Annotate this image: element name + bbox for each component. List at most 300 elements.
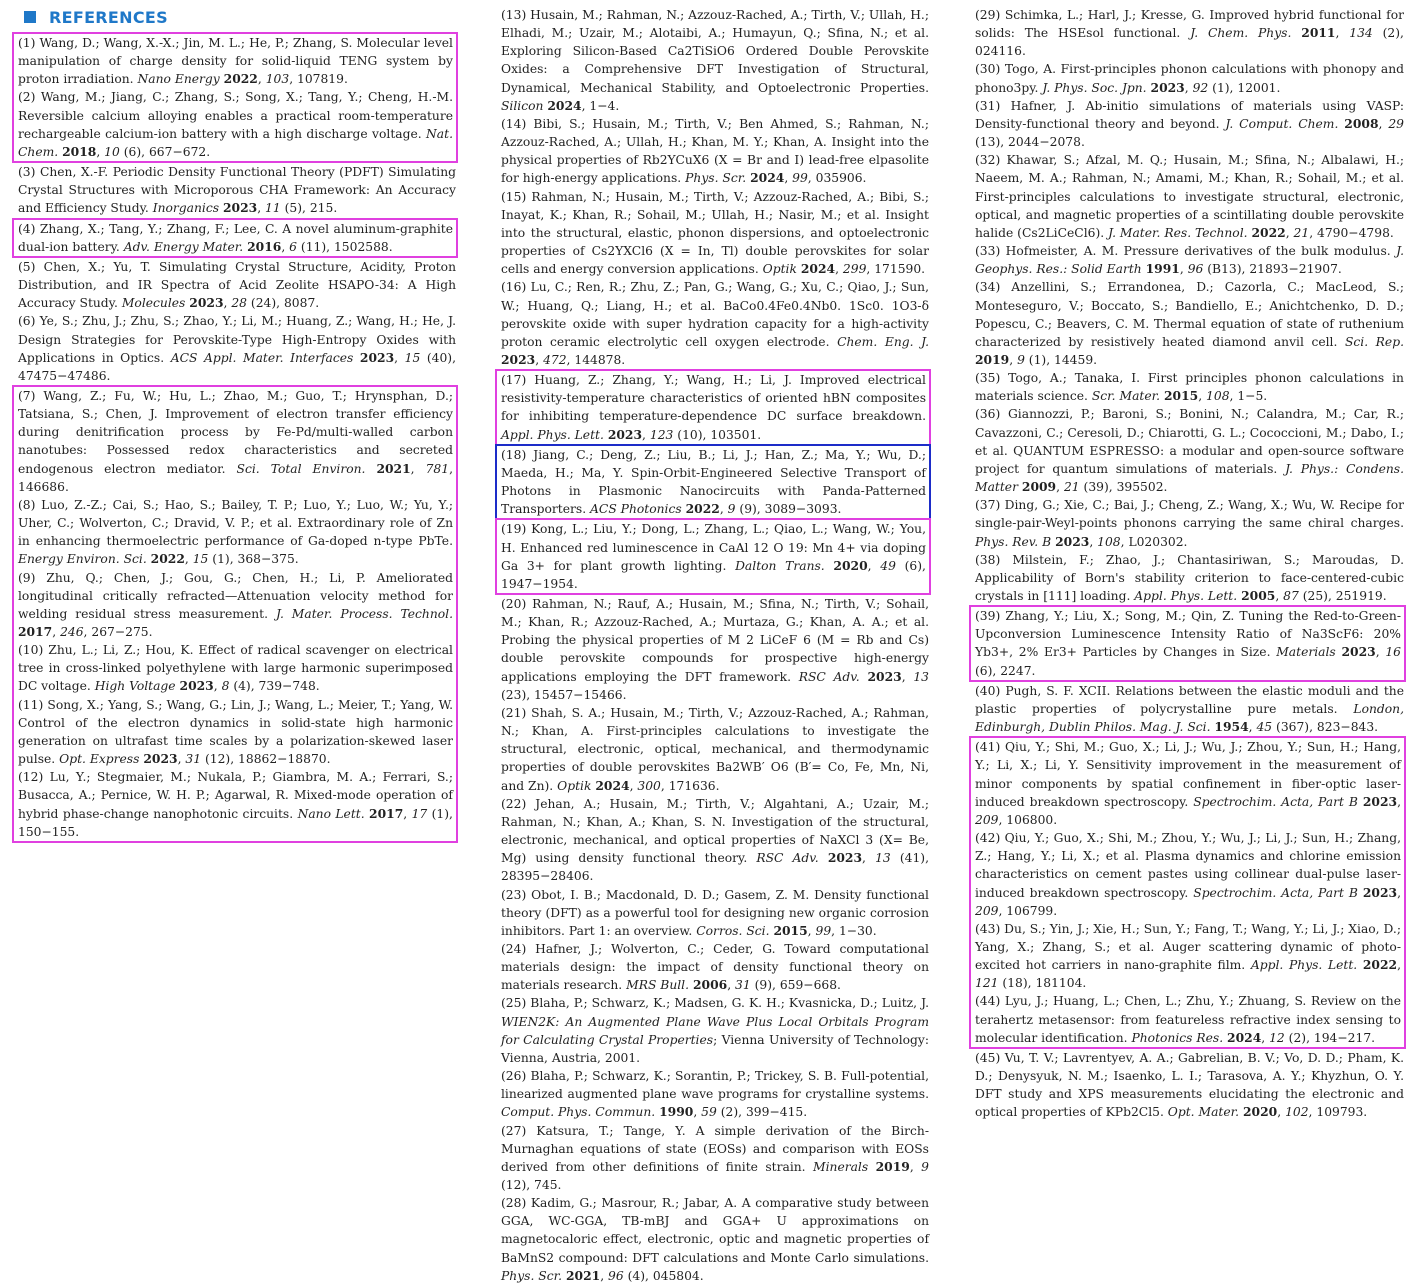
ref-number: (17) xyxy=(501,373,527,388)
reference-entry: (18) Jiang, C.; Deng, Z.; Liu, B.; Li, J.; Han, Z.; Ma, Y.; Wu, D.; Maeda, H.; Ma, Y. Spin-Orbit-Engineered Selective Transport of Photons in Plasmonic Nanocircuits with Panda-Patterned Transporters. ACS Photonics 2022, 9 (9), 3089−3093. xyxy=(501,447,926,517)
ref-year: 1954 xyxy=(1214,719,1249,735)
ref-number: (11) xyxy=(18,697,44,712)
ref-number: (33) xyxy=(975,244,1001,259)
highlight-box[interactable] xyxy=(969,736,1406,1049)
ref-year: 2017 xyxy=(18,624,53,639)
ref-number: (7) xyxy=(18,388,36,403)
ref-journal: Optik xyxy=(762,262,797,277)
highlight-box[interactable] xyxy=(12,32,458,163)
section-marker-icon xyxy=(24,11,36,23)
ref-pages: (5), 215. xyxy=(280,201,338,216)
ref-number: (36) xyxy=(975,407,1001,422)
ref-text: Rahman, N.; Husain, M.; Tirth, V.; Azzouz-Rached, A.; Bibi, S.; Inayat, K.; Khan, R.; Sohail, M.; Ullah, H.; Nasir, M.; et al. Insight into the structural, elastic, phonon dispersions, and optoelectronic properties of Cs2YXCl6 (X = In, Tl) double perovskites for solar cells and energy conversion applications. xyxy=(501,189,929,277)
ref-year: 2011 xyxy=(1301,25,1336,41)
ref-volume: 28 xyxy=(231,296,248,311)
ref-number: (44) xyxy=(975,994,1001,1009)
ref-volume: 96 xyxy=(608,1268,624,1283)
ref-journal: Materials xyxy=(1276,645,1336,660)
ref-volume: 31 xyxy=(185,752,202,767)
ref-number: (16) xyxy=(501,280,527,295)
ref-text: Kong, L.; Liu, Y.; Dong, L.; Zhang, L.; Qiao, L.; Wang, W.; You, H. Enhanced red luminescence in CaAl 12 O 19: Mn 4+ via doping Ga 3+ for plant growth lighting. xyxy=(501,522,926,573)
ref-number: (4) xyxy=(18,221,36,236)
ref-year: 2006 xyxy=(692,977,728,993)
ref-journal: Opt. Mater. xyxy=(1167,1105,1240,1120)
reference-entry: (28) Kadim, G.; Masrour, R.; Jabar, A. A comparative study between GGA, WC-GGA, TB-mBJ and GGA+ U approximations on magnetocaloric effect, electronic, optic and magnetic properties of BaMnS2 compound: DFT calculations and Monte Carlo simulations. Phys. Scr. 2021, 96 (4), 045804. xyxy=(501,1196,929,1283)
ref-text: Zhu, Q.; Chen, J.; Gou, G.; Chen, H.; Li, P. Ameliorated longitudinal critically refracted—Attenuation velocity method for welding residual stress measurement. xyxy=(18,570,453,621)
reference-entry: (29) Schimka, L.; Harl, J.; Kresse, G. Improved hybrid functional for solids: The HSEsol functional. J. Chem. Phys. 2011, 134 (2), 024116. xyxy=(975,8,1404,59)
ref-text: Ding, G.; Xie, C.; Bai, J.; Cheng, Z.; Wang, X.; Wu, W. Recipe for single-pair-Weyl-points phonons carrying the same chiral charges. xyxy=(975,498,1404,531)
ref-volume: 99 xyxy=(815,923,832,938)
ref-journal: Minerals xyxy=(813,1159,869,1174)
ref-number: (34) xyxy=(975,280,1001,295)
ref-number: (38) xyxy=(975,552,1001,567)
reference-entry: (4) Zhang, X.; Tang, Y.; Zhang, F.; Lee, C. A novel aluminum-graphite dual-ion battery. Adv. Energy Mater. 2016, 6 (11), 1502588. xyxy=(18,221,453,254)
ref-pages: , 1−30. xyxy=(831,923,877,938)
reference-entry: (45) Vu, T. V.; Lavrentyev, A. A.; Gabrelian, B. V.; Vo, D. D.; Pham, K. D.; Denysyuk, N. M.; Isaenko, L. I.; Tarasova, A. Y.; Khyzhun, O. Y. DFT study and XPS measurements elucidating the electronic and optical properties of KPb2Cl5. Opt. Mater. 2020, 102, 109793. xyxy=(975,1050,1404,1120)
ref-pages: , 109793. xyxy=(1308,1105,1368,1120)
ref-volume: 108 xyxy=(1206,389,1230,404)
ref-year: 2024 xyxy=(595,777,630,793)
ref-number: (24) xyxy=(501,941,527,956)
ref-year: 1990 xyxy=(659,1104,694,1120)
ref-text: Wang, D.; Wang, X.-X.; Jin, M. L.; He, P.; Zhang, S. Molecular level manipulation of charge density for solid-liquid TENG system by proton irradiation. xyxy=(18,36,453,87)
ref-journal: Inorganics xyxy=(152,201,220,216)
reference-entry: (32) Khawar, S.; Afzal, M. Q.; Husain, M.; Sfina, N.; Albalawi, H.; Naeem, M. A.; Rahman, N.; Amami, M.; Khan, R.; Sohail, M.; et al. First-principles calculations to investigate structural, electronic, optical, and magnetic properties of a scintillating double perovskite halide (Cs2LiCeCl6). J. Mater. Res. Technol. 2022, 21, 4790−4798. xyxy=(975,153,1404,240)
ref-text: Schimka, L.; Harl, J.; Kresse, G. Improved hybrid functional for solids: The HSEsol functional. xyxy=(975,8,1404,41)
ref-year: 1991 xyxy=(1145,261,1180,277)
ref-volume: 16 xyxy=(1385,645,1401,660)
ref-volume: 15 xyxy=(404,350,421,365)
ref-text: Obot, I. B.; Macdonald, D. D.; Gasem, Z. M. Density functional theory (DFT) as a powerful tool for designing new organic corrosion inhibitors. Part 1: an overview. xyxy=(501,887,929,938)
ref-pages: (6), 667−672. xyxy=(119,144,211,159)
ref-year: 2016 xyxy=(247,238,282,254)
ref-year: 2023 xyxy=(827,850,863,866)
ref-text: Ye, S.; Zhu, J.; Zhu, S.; Zhao, Y.; Li, M.; Huang, Z.; Wang, H.; He, J. Design Strategies for Perovskite-Type High-Entropy Oxides with Applications in Optics. xyxy=(18,314,456,365)
ref-year: 2015 xyxy=(773,922,808,938)
ref-year: 2023 xyxy=(1055,533,1090,549)
ref-text: Jehan, A.; Husain, M.; Tirth, V.; Algahtani, A.; Uzair, M.; Rahman, N.; Khan, A.; Khan, S. N. Investigation of the structural, electronic, mechanical, and optical properties of NaXCl 3 (X= Be, Mg) using density functional theory. xyxy=(501,796,929,866)
ref-volume: 134 xyxy=(1349,26,1373,41)
ref-text: Wang, M.; Jiang, C.; Zhang, S.; Song, X.; Tang, Y.; Cheng, H.-M. Reversible calcium alloying enables a practical room-temperature rechargeable calcium-ion battery with a high discharge voltage. xyxy=(18,90,453,141)
highlight-box[interactable] xyxy=(495,369,931,446)
ref-journal: Chem. Eng. J. xyxy=(837,334,929,349)
ref-year: 2023 xyxy=(189,295,224,311)
ref-text: Pugh, S. F. XCII. Relations between the elastic moduli and the plastic properties of polycrystalline pure metals. xyxy=(975,683,1404,716)
ref-pages: (1), 12001. xyxy=(1208,80,1281,95)
reference-entry: (1) Wang, D.; Wang, X.-X.; Jin, M. L.; He, P.; Zhang, S. Molecular level manipulation of charge density for solid-liquid TENG system by proton irradiation. Nano Energy 2022, 103, 107819. xyxy=(18,36,453,87)
ref-year: 2023 xyxy=(1150,79,1185,95)
ref-number: (23) xyxy=(501,887,527,902)
ref-volume: 87 xyxy=(1283,589,1299,603)
ref-journal: Adv. Energy Mater. xyxy=(123,239,244,254)
ref-journal: Optik xyxy=(557,778,592,793)
ref-text: Bibi, S.; Husain, M.; Tirth, V.; Ben Ahmed, S.; Rahman, N.; Azzouz-Rached, A.; Ullah, H.; Khan, M. Y.; Khan, A. Insight into the physical properties of Rb2YCuX6 (X = Br and I) lead-free elpasolite for high-energy applications. xyxy=(501,116,929,186)
ref-journal: J. Chem. Phys. xyxy=(1190,26,1292,41)
ref-year: 2015 xyxy=(1163,388,1199,404)
ref-journal: Phys. Rev. B xyxy=(975,534,1052,549)
reference-entry: (38) Milstein, F.; Zhao, J.; Chantasiriwan, S.; Maroudas, D. Applicability of Born's stability criterion to face-centered-cubic crystals in [111] loading. Appl. Phys. Lett. 2005, 87 (25), 251919. xyxy=(975,552,1404,603)
ref-journal: Scr. Mater. xyxy=(1091,389,1161,404)
column-2 xyxy=(497,6,931,1285)
ref-journal: Molecules xyxy=(121,296,186,311)
ref-year: 2023 xyxy=(143,751,178,767)
ref-number: (39) xyxy=(975,609,1001,624)
ref-pages: , 267−275. xyxy=(83,625,153,639)
ref-volume: 13 xyxy=(913,669,929,684)
ref-text: Giannozzi, P.; Baroni, S.; Bonini, N.; Calandra, M.; Car, R.; Cavazzoni, C.; Ceresoli, D.; Chiarotti, G. L.; Cococcioni, M.; Dabo, I.; et al. QUANTUM ESPRESSO: a modular and open-source software project for quantum simulations of materials. xyxy=(975,407,1404,476)
reference-entry: (10) Zhu, L.; Li, Z.; Hou, K. Effect of radical scavenger on electrical tree in cross-linked polyethylene with large harmonic superimposed DC voltage. High Voltage 2023, 8 (4), 739−748. xyxy=(18,643,453,694)
ref-pages: (18), 181104. xyxy=(998,976,1087,991)
ref-volume: 8 xyxy=(221,679,230,694)
reference-entry: (14) Bibi, S.; Husain, M.; Tirth, V.; Ben Ahmed, S.; Rahman, N.; Azzouz-Rached, A.; Ullah, H.; Khan, M. Y.; Khan, A. Insight into the physical properties of Rb2YCuX6 (X = Br and I) lead-free elpasolite for high-energy applications. Phys. Scr. 2024, 99, 035906. xyxy=(501,116,929,186)
ref-pages: , 106800. xyxy=(998,812,1058,827)
ref-text: Song, X.; Yang, S.; Wang, G.; Lin, J.; Wang, L.; Meier, T.; Yang, W. Control of the electron dynamics in solid-state high harmonic generation on ultrafast time scales by a polarization-skewed laser pulse. xyxy=(18,697,453,767)
reference-entry: (39) Zhang, Y.; Liu, X.; Song, M.; Qin, Z. Tuning the Red-to-Green-Upconversion Luminescence Intensity Ratio of Na3ScF6: 20% Yb3+, 2% Er3+ Particles by Changes in Size. Materials 2023, 16 (6), 2247. xyxy=(975,609,1401,678)
ref-number: (30) xyxy=(975,62,1001,77)
ref-year: 2019 xyxy=(875,1158,910,1174)
section-title: REFERENCES xyxy=(49,7,168,27)
ref-pages: (24), 8087. xyxy=(247,296,320,311)
ref-pages: (4), 045804. xyxy=(623,1268,704,1283)
ref-year: 2022 xyxy=(150,551,185,567)
highlight-box[interactable] xyxy=(495,518,931,595)
ref-volume: 123 xyxy=(649,427,674,442)
reference-entry: (16) Lu, C.; Ren, R.; Zhu, Z.; Pan, G.; Wang, G.; Xu, C.; Qiao, J.; Sun, W.; Huang, Q.; Liang, H.; et al. BaCo0.4Fe0.4Nb0. 1Sc0. 1O3-δ perovskite oxide with super hydration capacity for a high-activity proton ceramic electrolytic cell oxygen electrode. Chem. Eng. J. 2023, 472, 144878. xyxy=(501,280,929,367)
ref-text: Milstein, F.; Zhao, J.; Chantasiriwan, S.; Maroudas, D. Applicability of Born's stability criterion to face-centered-cubic crystals in [111] loading. xyxy=(975,552,1404,603)
ref-text: Chen, X.-F. Periodic Density Functional Theory (PDFT) Simulating Crystal Structures with Microporous CHA Framework: An Accuracy and Efficiency Study. xyxy=(18,165,456,216)
ref-volume: 49 xyxy=(880,558,896,573)
ref-year: 2019 xyxy=(975,351,1010,367)
reference-entry: (23) Obot, I. B.; Macdonald, D. D.; Gasem, Z. M. Density functional theory (DFT) as a powerful tool for designing new organic corrosion inhibitors. Part 1: an overview. Corros. Sci. 2015, 99, 1−30. xyxy=(501,887,929,938)
ref-journal: Dalton Trans. xyxy=(735,558,825,573)
ref-text: Chen, X.; Yu, T. Simulating Crystal Structure, Acidity, Proton Distribution, and IR Spectra of Acid Zeolite HSAPO-34: A High Accuracy Study. xyxy=(18,259,456,311)
ref-volume: 9 xyxy=(1017,352,1025,367)
ref-number: (1) xyxy=(18,36,36,50)
ref-number: (15) xyxy=(501,189,527,204)
reference-entry: (21) Shah, S. A.; Husain, M.; Tirth, V.; Azzouz-Rached, A.; Rahman, N.; Khan, A. First-principles calculations to investigate the structural, electronic, optical, mechanical, and thermodynamic properties of double perovskites Ba2WB′ O6 (B′= Co, Fe, Mn, Ni, and Zn). Optik 2024, 300, 171636. xyxy=(501,705,929,793)
ref-number: (14) xyxy=(501,116,527,131)
ref-pages: (6), 2247. xyxy=(975,663,1036,678)
ref-volume: 45 xyxy=(1256,720,1273,735)
ref-pages: ; Vienna University of Technology: Vienna, Austria, 2001. xyxy=(501,1032,929,1065)
ref-year: 2021 xyxy=(376,460,411,476)
ref-journal: Nano Energy xyxy=(137,72,220,87)
reference-entry: (12) Lu, Y.; Stegmaier, M.; Nukala, P.; Giambra, M. A.; Ferrari, S.; Busacca, A.; Pernice, W. H. P.; Agarwal, R. Mixed-mode operation of hybrid phase-change nanophotonic circuits. Nano Lett. 2017, 17 (1), 150−155. xyxy=(18,770,453,839)
ref-year: 2023 xyxy=(359,349,395,365)
ref-pages: , 146686. xyxy=(18,461,453,494)
ref-number: (9) xyxy=(18,570,36,585)
ref-volume: 300 xyxy=(637,778,661,793)
ref-journal: Sci. Total Environ. xyxy=(236,461,366,476)
ref-journal: Nano Lett. xyxy=(297,806,365,821)
ref-journal: Spectrochim. Acta, Part B xyxy=(1193,794,1358,809)
ref-text: Qiu, Y.; Guo, X.; Shi, M.; Zhou, Y.; Wu, J.; Li, J.; Sun, H.; Zhang, Z.; Hang, Y.; Li, X.; et al. Plasma dynamics and chlorine emission characteristics on cement pastes using collinear dual-pulse laser-induced breakdown spectroscopy. xyxy=(975,831,1401,900)
ref-year: 2023 xyxy=(501,351,536,367)
ref-pages: , 106799. xyxy=(998,903,1058,918)
ref-journal: MRS Bull. xyxy=(626,978,690,993)
selected-highlight-box[interactable] xyxy=(495,444,931,521)
ref-year: 2008 xyxy=(1344,115,1379,131)
ref-number: (45) xyxy=(975,1050,1001,1065)
ref-text: Blaha, P.; Schwarz, K.; Madsen, G. K. H.; Kvasnicka, D.; Luitz, J. xyxy=(530,996,929,1011)
ref-pages: (2), 399−415. xyxy=(716,1105,808,1120)
ref-journal: High Voltage xyxy=(94,679,176,694)
ref-volume: 92 xyxy=(1192,80,1209,95)
reference-entry: (37) Ding, G.; Xie, C.; Bai, J.; Cheng, Z.; Wang, X.; Wu, W. Recipe for single-pair-Weyl-points phonons carrying the same chiral charges. Phys. Rev. B 2023, 108, L020302. xyxy=(975,498,1404,549)
ref-journal: Appl. Phys. Lett. xyxy=(1250,958,1358,973)
ref-text: Zhu, L.; Li, Z.; Hou, K. Effect of radical scavenger on electrical tree in cross-linked polyethylene with large harmonic superimposed DC voltage. xyxy=(18,643,453,694)
ref-journal: Appl. Phys. Lett. xyxy=(1134,589,1238,603)
reference-entry: (27) Katsura, T.; Tange, Y. A simple derivation of the Birch-Murnaghan equations of state (EOSs) and comparison with EOSs derived from other definitions of finite strain. Minerals 2019, 9 (12), 745. xyxy=(501,1123,929,1192)
ref-journal: Energy Environ. Sci. xyxy=(18,552,147,567)
ref-journal: J. Mater. Process. Technol. xyxy=(275,606,454,621)
ref-number: (43) xyxy=(975,921,1001,936)
ref-volume: 99 xyxy=(792,171,808,186)
ref-pages: (23), 15457−15466. xyxy=(501,687,627,702)
ref-number: (12) xyxy=(18,770,44,785)
ref-year: 2023 xyxy=(1362,884,1398,900)
ref-year: 2022 xyxy=(685,501,720,517)
ref-number: (35) xyxy=(975,371,1001,386)
ref-pages: (10), 103501. xyxy=(673,427,762,442)
ref-volume: 781 xyxy=(425,461,450,476)
ref-number: (18) xyxy=(501,447,527,462)
ref-number: (40) xyxy=(975,683,1001,698)
ref-pages: (1), 14459. xyxy=(1024,352,1098,367)
ref-volume: 209 xyxy=(975,812,999,827)
ref-pages: (1), 150−155. xyxy=(18,806,453,839)
ref-journal: Comput. Phys. Commun. xyxy=(501,1105,656,1120)
reference-entry: (33) Hofmeister, A. M. Pressure derivatives of the bulk modulus. J. Geophys. Res.: Solid Earth 1991, 96 (B13), 21893−21907. xyxy=(975,244,1404,277)
ref-volume: 11 xyxy=(265,201,281,216)
ref-year: 2023 xyxy=(607,426,643,442)
ref-pages: , 1−4. xyxy=(581,98,620,113)
ref-year: 2021 xyxy=(565,1267,601,1283)
ref-journal: Phys. Scr. xyxy=(501,1268,563,1283)
highlight-box[interactable] xyxy=(12,385,458,843)
ref-volume: 102 xyxy=(1285,1105,1309,1120)
ref-journal: Sci. Rep. xyxy=(1344,334,1404,349)
ref-pages: , L020302. xyxy=(1120,534,1188,549)
ref-volume: 13 xyxy=(875,851,891,866)
ref-volume: 9 xyxy=(727,502,736,517)
ref-year: 2022 xyxy=(1362,957,1398,973)
ref-text: Blaha, P.; Schwarz, K.; Sorantin, P.; Trickey, S. B. Full-potential, linearized augmented plane wave programs for crystalline systems. xyxy=(501,1069,929,1102)
ref-text: Anzellini, S.; Errandonea, D.; Cazorla, C.; MacLeod, S.; Monteseguro, V.; Boccato, S.; Bandiello, E.; Anichtchenko, D. D.; Popescu, C.; Beavers, C. M. Thermal equation of state of ruthenium characterized by resistively heated diamond anvil cell. xyxy=(975,280,1404,349)
reference-entry: (5) Chen, X.; Yu, T. Simulating Crystal Structure, Acidity, Proton Distribution, and IR Spectra of Acid Zeolite HSAPO-34: A High Accuracy Study. Molecules 2023, 28 (24), 8087. xyxy=(18,259,456,311)
ref-number: (37) xyxy=(975,498,1001,513)
ref-pages: (12), 745. xyxy=(501,1178,562,1192)
ref-volume: 21 xyxy=(1293,225,1310,240)
ref-journal: Spectrochim. Acta, Part B xyxy=(1193,885,1358,900)
ref-pages: (4), 739−748. xyxy=(229,679,320,694)
ref-text: Zhang, X.; Tang, Y.; Zhang, F.; Lee, C. A novel aluminum-graphite dual-ion battery. xyxy=(18,221,453,254)
ref-number: (28) xyxy=(501,1196,527,1211)
references-heading xyxy=(14,6,458,28)
ref-journal: J. Phys.: Condens. Matter xyxy=(975,461,1404,495)
ref-pages: , 171590. xyxy=(866,262,926,277)
ref-pages: (11), 1502588. xyxy=(297,239,393,254)
ref-text: Shah, S. A.; Husain, M.; Tirth, V.; Azzouz-Rached, A.; Rahman, N.; Khan, A. First-principles calculations to investigate the structural, electronic, optical, mechanical, and thermodynamic properties of double perovskites Ba2WB′ O6 (B′= Co, Fe, Mn, Ni, and Zn). xyxy=(501,705,929,793)
ref-number: (21) xyxy=(501,705,527,720)
ref-year: 2024 xyxy=(750,170,785,186)
ref-number: (3) xyxy=(18,165,36,180)
ref-number: (5) xyxy=(18,259,36,274)
ref-year: 2023 xyxy=(1341,644,1376,660)
reference-entry: (24) Hafner, J.; Wolverton, C.; Ceder, G. Toward computational materials design: the impact of density functional theory on materials research. MRS Bull. 2006, 31 (9), 659−668. xyxy=(501,941,929,993)
ref-volume: 108 xyxy=(1097,534,1121,549)
ref-year: 2023 xyxy=(179,678,214,694)
ref-number: (20) xyxy=(501,597,527,611)
ref-volume: 21 xyxy=(1063,480,1080,495)
ref-year: 2024 xyxy=(547,97,582,113)
ref-journal: J. Mater. Res. Technol. xyxy=(1108,225,1248,240)
ref-pages: (40), 47475−47486. xyxy=(18,350,456,383)
ref-journal: ACS Photonics xyxy=(590,502,682,517)
reference-entry: (19) Kong, L.; Liu, Y.; Dong, L.; Zhang, L.; Qiao, L.; Wang, W.; You, H. Enhanced red luminescence in CaAl 12 O 19: Mn 4+ via doping Ga 3+ for plant growth lighting. Dalton Trans. 2020, 49 (6), 1947−1954. xyxy=(501,522,926,591)
ref-journal: Appl. Phys. Lett. xyxy=(501,427,604,442)
ref-text: Luo, Z.-Z.; Cai, S.; Hao, S.; Bailey, T. P.; Luo, Y.; Luo, W.; Yu, Y.; Uher, C.; Wolverton, C.; Dravid, V. P.; et al. Extraordinary role of Zn in enhancing thermoelectric performance of Ga-doped n-type PbTe. xyxy=(18,497,453,549)
reference-entry: (9) Zhu, Q.; Chen, J.; Gou, G.; Chen, H.; Li, P. Ameliorated longitudinal critically refracted—Attenuation velocity method for welding residual stress measurement. J. Mater. Process. Technol. 2017, 246, 267−275. xyxy=(18,570,454,639)
ref-text: Jiang, C.; Deng, Z.; Liu, B.; Li, J.; Han, Z.; Ma, Y.; Wu, D.; Maeda, H.; Ma, Y. Spin-Orbit-Engineered Selective Transport of Photons in Plasmonic Nanocircuits with Panda-Patterned Transporters. xyxy=(501,447,926,517)
ref-journal: Phys. Scr. xyxy=(685,171,747,186)
ref-journal: J. Comput. Chem. xyxy=(1225,116,1339,131)
ref-number: (32) xyxy=(975,153,1001,168)
reference-entry: (8) Luo, Z.-Z.; Cai, S.; Hao, S.; Bailey, T. P.; Luo, Y.; Luo, W.; Yu, Y.; Uher, C.; Wolverton, C.; Dravid, V. P.; et al. Extraordinary role of Zn in enhancing thermoelectric performance of Ga-doped n-type PbTe. Energy Environ. Sci. 2022, 15 (1), 368−375. xyxy=(18,497,453,567)
ref-volume: 17 xyxy=(411,806,428,821)
ref-volume: 9 xyxy=(921,1159,929,1174)
ref-number: (6) xyxy=(18,314,36,329)
ref-volume: 29 xyxy=(1388,116,1404,131)
reference-entry: (17) Huang, Z.; Zhang, Y.; Wang, H.; Li, J. Improved electrical resistivity-temperature characteristics of oriented hBN composites for inhibiting temperature-dependence DC surface breakdown. Appl. Phys. Lett. 2023, 123 (10), 103501. xyxy=(501,373,926,442)
reference-entry: (2) Wang, M.; Jiang, C.; Zhang, S.; Song, X.; Tang, Y.; Cheng, H.-M. Reversible calcium alloying enables a practical room-temperature rechargeable calcium-ion battery with a high discharge voltage. Nat. Chem. 2018, 10 (6), 667−672. xyxy=(18,90,453,159)
ref-volume: 299 xyxy=(842,262,867,277)
reference-entry: (7) Wang, Z.; Fu, W.; Hu, L.; Zhao, M.; Guo, T.; Hrynsphan, D.; Tatsiana, S.; Chen, J. Improvement of electron transfer efficiency during denitrification process by Fe-Pd/multi-walled carbon nanotubes: Possessed redox characteristics and secreted endogenous electron mediator. Sci. Total Environ. 2021, 781, 146686. xyxy=(18,388,453,494)
ref-number: (25) xyxy=(501,996,527,1011)
ref-number: (22) xyxy=(501,796,527,811)
ref-year: 2005 xyxy=(1241,588,1276,603)
reference-entry: (20) Rahman, N.; Rauf, A.; Husain, M.; Sfina, N.; Tirth, V.; Sohail, M.; Khan, R.; Azzouz-Rached, A.; Murtaza, G.; Khan, A. A.; et al. Probing the physical properties of M 2 LiCeF 6 (M = Rb and Cs) double perovskite compounds for prospective high-energy applications employing the DFT framework. RSC Adv. 2023, 13 (23), 15457−15466. xyxy=(501,597,929,702)
reference-entry: (26) Blaha, P.; Schwarz, K.; Sorantin, P.; Trickey, S. B. Full-potential, linearized augmented plane wave programs for crystalline systems. Comput. Phys. Commun. 1990, 59 (2), 399−415. xyxy=(501,1069,929,1120)
ref-text: Qiu, Y.; Shi, M.; Guo, X.; Li, J.; Wu, J.; Zhou, Y.; Sun, H.; Hang, Y.; Li, X.; Li, Y. Sensitivity improvement in the measurement of minor components by spatial confinement in fiber-optic laser-induced breakdown spectroscopy. xyxy=(975,740,1401,809)
ref-number: (41) xyxy=(975,740,1001,755)
ref-pages: (367), 823−843. xyxy=(1272,720,1379,735)
ref-pages: (13), 2044−2078. xyxy=(975,135,1085,150)
ref-text: Lu, Y.; Stegmaier, M.; Nukala, P.; Giambra, M. A.; Ferrari, S.; Busacca, A.; Pernice, W. H. P.; Agarwal, R. Mixed-mode operation of hybrid phase-change nanophotonic circuits. xyxy=(18,770,453,821)
ref-volume: 103 xyxy=(265,72,290,87)
ref-volume: 472 xyxy=(543,352,567,367)
ref-text: Hofmeister, A. M. Pressure derivatives of the bulk modulus. xyxy=(1005,244,1391,259)
ref-journal: RSC Adv. xyxy=(798,669,860,684)
ref-number: (26) xyxy=(501,1069,527,1084)
ref-text: Kadim, G.; Masrour, R.; Jabar, A. A comparative study between GGA, WC-GGA, TB-mBJ and GGA+ U approximations on magnetocaloric effect, electronic, optic and magnetic properties of BaMnS2 compound: DFT calculations and Monte Carlo simulations. xyxy=(501,1196,929,1265)
ref-number: (27) xyxy=(501,1123,527,1138)
ref-pages: (6), 1947−1954. xyxy=(501,558,926,591)
ref-journal: Photonics Res. xyxy=(1131,1030,1224,1045)
ref-text: Rahman, N.; Rauf, A.; Husain, M.; Sfina, N.; Tirth, V.; Sohail, M.; Khan, R.; Azzouz-Rached, A.; Murtaza, G.; Khan, A. A.; et al. Probing the physical properties of M 2 LiCeF 6 (M = Rb and Cs) double perovskite compounds for prospective high-energy applications employing the DFT framework. xyxy=(501,597,929,684)
ref-year: 2023 xyxy=(222,200,258,216)
highlight-box[interactable] xyxy=(969,605,1406,682)
reference-entry: (22) Jehan, A.; Husain, M.; Tirth, V.; Algahtani, A.; Uzair, M.; Rahman, N.; Khan, A.; Khan, S. N. Investigation of the structural, electronic, mechanical, and optical properties of NaXCl 3 (X= Be, Mg) using density functional theory. RSC Adv. 2023, 13 (41), 28395−28406. xyxy=(501,796,929,884)
ref-text: Wang, Z.; Fu, W.; Hu, L.; Zhao, M.; Guo, T.; Hrynsphan, D.; Tatsiana, S.; Chen, J. Improvement of electron transfer efficiency during denitrification process by Fe-Pd/multi-walled carbon nanotubes: Possessed redox characteristics and secreted endogenous electron mediator. xyxy=(18,388,453,476)
ref-journal: Opt. Express xyxy=(59,752,140,767)
ref-journal: WIEN2K: An Augmented Plane Wave Plus Local Orbitals Program for Calculating Crystal Properties xyxy=(501,1014,929,1047)
ref-journal: Nat. Chem. xyxy=(18,126,453,159)
ref-number: (2) xyxy=(18,90,36,105)
ref-pages: (2), 024116. xyxy=(975,26,1404,59)
reference-entry: (6) Ye, S.; Zhu, J.; Zhu, S.; Zhao, Y.; Li, M.; Huang, Z.; Wang, H.; He, J. Design Strategies for Perovskite-Type High-Entropy Oxides with Applications in Optics. ACS Appl. Mater. Interfaces 2023, 15 (40), 47475−47486. xyxy=(18,314,456,383)
ref-journal: J. Phys. Soc. Jpn. xyxy=(1042,80,1147,95)
ref-year: 2022 xyxy=(1251,224,1286,240)
ref-text: Lu, C.; Ren, R.; Zhu, Z.; Pan, G.; Wang, G.; Xu, C.; Qiao, J.; Sun, W.; Huang, Q.; Liang, H.; et al. BaCo0.4Fe0.4Nb0. 1Sc0. 1O3-δ perovskite oxide with super hydration capacity for a high-activity proton ceramic electrolytic cell oxygen electrode. xyxy=(501,280,929,349)
ref-number: (19) xyxy=(501,522,527,537)
ref-text: Huang, Z.; Zhang, Y.; Wang, H.; Li, J. Improved electrical resistivity-temperature characteristics of oriented hBN composites for inhibiting temperature-dependence DC surface breakdown. xyxy=(501,373,926,424)
ref-pages: (1), 368−375. xyxy=(208,552,299,567)
ref-year: 2009 xyxy=(1021,479,1057,495)
ref-journal: Silicon xyxy=(501,98,544,113)
ref-text: Du, S.; Yin, J.; Xie, H.; Sun, Y.; Fang, T.; Wang, Y.; Li, J.; Xiao, D.; Yang, X.; Zhang, S.; et al. Auger scattering dynamic of photo-excited hot carriers in nano-graphite film. xyxy=(975,921,1401,973)
ref-pages: , 4790−4798. xyxy=(1309,225,1394,240)
ref-journal: J. Geophys. Res.: Solid Earth xyxy=(975,244,1404,277)
reference-entry xyxy=(501,6,929,115)
ref-pages: (41), 28395−28406. xyxy=(501,851,929,884)
ref-text: Togo, A.; Tanaka, I. First principles phonon calculations in materials science. xyxy=(975,371,1404,404)
ref-pages: (39), 395502. xyxy=(1079,480,1168,495)
ref-text: Hafner, J.; Wolverton, C.; Ceder, G. Toward computational materials design: the impact of density functional theory on materials research. xyxy=(501,941,929,993)
reference-entry: (43) Du, S.; Yin, J.; Xie, H.; Sun, Y.; Fang, T.; Wang, Y.; Li, J.; Xiao, D.; Yang, X.; Zhang, S.; et al. Auger scattering dynamic of photo-excited hot carriers in nano-graphite film. Appl. Phys. Lett. 2022, 121 (18), 181104. xyxy=(975,921,1401,991)
ref-year: 2023 xyxy=(1362,793,1398,809)
reference-entry: (34) Anzellini, S.; Errandonea, D.; Cazorla, C.; MacLeod, S.; Monteseguro, V.; Boccato, S.; Bandiello, E.; Anichtchenko, D. D.; Popescu, C.; Beavers, C. M. Thermal equation of state of ruthenium characterized by resistively heated diamond anvil cell. Sci. Rep. 2019, 9 (1), 14459. xyxy=(975,280,1404,367)
ref-text: Khawar, S.; Afzal, M. Q.; Husain, M.; Sfina, N.; Albalawi, H.; Naeem, M. A.; Rahman, N.; Amami, M.; Khan, R.; Sohail, M.; et al. First-principles calculations to investigate structural, electronic, optical, and magnetic properties of a scintillating double perovskite halide (Cs2LiCeCl6). xyxy=(975,153,1404,240)
ref-volume: 59 xyxy=(701,1105,717,1120)
ref-pages: , 144878. xyxy=(566,352,626,367)
ref-number: (10) xyxy=(18,643,44,658)
ref-number: (31) xyxy=(975,98,1001,113)
ref-year: 2024 xyxy=(1227,1029,1262,1045)
ref-year: 2020 xyxy=(1243,1104,1278,1120)
ref-pages: (12), 18862−18870. xyxy=(201,752,331,767)
highlight-box[interactable] xyxy=(12,218,458,258)
reference-entry: (41) Qiu, Y.; Shi, M.; Guo, X.; Li, J.; Wu, J.; Zhou, Y.; Sun, H.; Hang, Y.; Li, X.; Li, Y. Sensitivity improvement in the measurement of minor components by spatial confinement in fiber-optic laser-induced breakdown spectroscopy. Spectrochim. Acta, Part B 2023, 209, 106800. xyxy=(975,740,1401,827)
ref-text: Lyu, J.; Huang, L.; Chen, L.; Zhu, Y.; Zhuang, S. Review on the terahertz metasensor: from featureless refractive index sensing to molecular identification. xyxy=(975,994,1401,1045)
reference-entry: (30) Togo, A. First-principles phonon calculations with phonopy and phono3py. J. Phys. Soc. Jpn. 2023, 92 (1), 12001. xyxy=(975,62,1404,95)
reference-entry: (36) Giannozzi, P.; Baroni, S.; Bonini, N.; Calandra, M.; Car, R.; Cavazzoni, C.; Ceresoli, D.; Chiarotti, G. L.; Cococcioni, M.; Dabo, I.; et al. QUANTUM ESPRESSO: a modular and open-source software project for quantum simulations of materials. J. Phys.: Condens. Matter 2009, 21 (39), 395502. xyxy=(975,407,1404,495)
ref-year: 2022 xyxy=(223,71,258,87)
reference-entry: (31) Hafner, J. Ab-initio simulations of materials using VASP: Density-functional theory and beyond. J. Comput. Chem. 2008, 29 (13), 2044−2078. xyxy=(975,98,1404,150)
ref-text: Husain, M.; Rahman, N.; Azzouz-Rached, A.; Tirth, V.; Ullah, H.; Elhadi, M.; Uzair, M.; Alotaibi, A.; Humayun, Q.; Sfina, N.; et al. Exploring Silicon-Based Ca2TiSiO6 Ordered Double Perovskite Oxides: a Comprehensive DFT Investigation of Structural, Dynamical, Mechanical Stability, and Optoelectronic Properties. xyxy=(501,8,929,95)
ref-volume: 121 xyxy=(975,976,999,991)
column-1 xyxy=(14,0,458,843)
ref-journal: RSC Adv. xyxy=(756,851,819,866)
ref-volume: 15 xyxy=(192,552,209,567)
ref-year: 2017 xyxy=(369,805,404,821)
ref-volume: 31 xyxy=(735,978,751,993)
ref-text: Hafner, J. Ab-initio simulations of materials using VASP: Density-functional theory and beyond. xyxy=(975,98,1404,131)
reference-entry: (3) Chen, X.-F. Periodic Density Functional Theory (PDFT) Simulating Crystal Structures with Microporous CHA Framework: An Accuracy and Efficiency Study. Inorganics 2023, 11 (5), 215. xyxy=(18,165,456,216)
ref-text: Togo, A. First-principles phonon calculations with phonopy and phono3py. xyxy=(975,62,1404,95)
reference-entry: (11) Song, X.; Yang, S.; Wang, G.; Lin, J.; Wang, L.; Meier, T.; Yang, W. Control of the electron dynamics in solid-state high harmonic generation on ultrafast time scales by a polarization-skewed laser pulse. Opt. Express 2023, 31 (12), 18862−18870. xyxy=(18,697,453,767)
ref-pages: , 1−5. xyxy=(1229,389,1268,404)
reference-entry: (42) Qiu, Y.; Guo, X.; Shi, M.; Zhou, Y.; Wu, J.; Li, J.; Sun, H.; Zhang, Z.; Hang, Y.; Li, X.; et al. Plasma dynamics and chlorine emission characteristics on cement pastes using collinear dual-pulse laser-induced breakdown spectroscopy. Spectrochim. Acta, Part B 2023, 209, 106799. xyxy=(975,831,1401,918)
ref-year: 2020 xyxy=(833,557,868,573)
ref-journal: Corros. Sci. xyxy=(696,923,770,938)
ref-volume: 96 xyxy=(1187,262,1204,277)
ref-pages: (2), 194−217. xyxy=(1284,1030,1376,1045)
ref-year: 2023 xyxy=(867,668,902,684)
ref-journal: ACS Appl. Mater. Interfaces xyxy=(170,350,354,365)
ref-number: (29) xyxy=(975,8,1001,22)
ref-year: 2024 xyxy=(800,261,836,277)
